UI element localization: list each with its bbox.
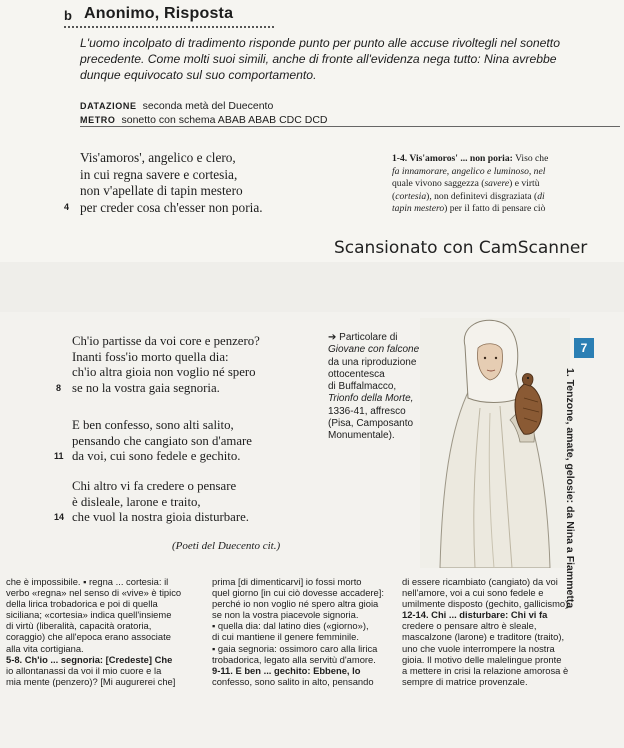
note-line: di virtù (liberalità, capacità oratoria,	[6, 620, 152, 632]
poem-stanza-2	[72, 418, 332, 465]
top-page	[0, 0, 624, 262]
caption-line: ottocentesca	[328, 368, 385, 380]
note-line: se non la vostra piacevole signoria.	[212, 609, 359, 621]
poem-line: che vuol la nostra gioia disturbare.	[72, 510, 249, 525]
caption-line: Trionfo della Morte,	[328, 393, 414, 405]
metro-row	[80, 114, 328, 126]
notes-column-1	[6, 576, 206, 687]
gloss-italic: tapin mestero	[392, 203, 445, 215]
verse-number-11: 11	[54, 451, 64, 461]
note-line: uno che vuole interrompere la nostra	[402, 642, 555, 654]
caption-line: 1336-41, affresco	[328, 405, 406, 417]
verse-line: Vis'amoros', angelico e clero,	[80, 150, 236, 165]
poem-line: pensando che cangiato son d'amare	[72, 433, 252, 448]
note-line: credere o pensare altro è sleale,	[402, 620, 537, 632]
gloss-italic: savere	[484, 178, 510, 190]
datazione-value: seconda metà del Duecento	[142, 100, 274, 112]
gloss-text: quale vivono saggezza (	[392, 178, 485, 190]
note-line: umilmente disposto (gechito, gallicismo).	[402, 598, 571, 610]
gloss-text: fa innamorare, angelico e luminoso, nel	[392, 165, 546, 177]
note-line: della lirica trobadorica e poi di quella	[6, 598, 158, 610]
scanner-watermark: Scansionato con CamScanner	[334, 238, 588, 258]
caption-line: da una riproduzione	[328, 356, 417, 368]
verse-number-8: 8	[56, 383, 62, 393]
page-gap	[0, 262, 624, 312]
chapter-tab: 7	[574, 338, 594, 358]
note-line: di cui mantiene il genere femminile.	[212, 631, 359, 643]
note-line: ▪ quella dia: dal latino dies («giorno»),	[212, 620, 369, 632]
caption-line: Monumentale).	[328, 430, 395, 442]
poem-line: ch'io altra gioia non voglio né spero	[72, 365, 256, 380]
note-line: 12-14. Chi ... disturbare: Chi vi fa	[402, 609, 548, 621]
verse-line: per creder cosa ch'esser non poria.	[80, 199, 263, 215]
poem-line: Inanti foss'io morto quella dia:	[72, 349, 229, 364]
verse-number-4: 4	[64, 202, 70, 212]
gloss-text: ) e virtù	[509, 178, 540, 190]
caption-line: di Buffalmacco,	[328, 381, 397, 393]
note-line: verbo «regna» nel senso di «vive» è tipico	[6, 587, 182, 599]
note-line: che è impossibile. ▪ regna ... cortesia: il	[6, 576, 169, 587]
gloss-italic: di	[537, 190, 545, 202]
caption-line: Particolare di	[339, 332, 398, 343]
poem-line: se no la vostra gaia segnoria.	[72, 380, 220, 395]
note-line: gioia. Il motivo delle malelingue pronte	[402, 653, 562, 665]
note-line: a mettere in crisi la relazione amorosa è	[402, 664, 569, 676]
note-line: alla vita cortigiana.	[6, 642, 84, 654]
gloss-text: (	[392, 190, 396, 202]
note-line: 9-11. E ben ... gechito: Ebbene, lo	[212, 664, 361, 676]
running-head-text: 1. Tenzone, amate, gelosie: da Nina a Fiammetta	[564, 368, 576, 609]
metro-value: sonetto con schema ABAB ABAB CDC DCD	[121, 114, 328, 126]
notes-column-3	[402, 576, 582, 687]
section-letter: b	[64, 8, 72, 23]
verse-number-14: 14	[54, 512, 65, 522]
gloss-italic: cortesia	[395, 190, 427, 202]
poem-line: E ben confesso, sono alti salito,	[72, 418, 234, 432]
section-title: Anonimo, Risposta	[84, 5, 234, 22]
note-line: siciliana; «cortesia» indica quell'insieme	[6, 609, 172, 621]
poem-stanza-3	[72, 479, 332, 526]
fresco-youth-with-falcon	[420, 318, 570, 568]
gloss-text: Viso che	[515, 153, 549, 164]
metro-label: METRO	[80, 115, 116, 125]
notes-column-2	[212, 576, 400, 687]
top-verses	[80, 150, 390, 216]
note-line: sempre di matrice provenzale.	[402, 675, 528, 687]
note-line: trobadorica, legato alla servitù d'amore.	[212, 653, 376, 665]
gloss-text: ) per il fatto di pensare ciò	[444, 203, 546, 215]
caption-line: (Pisa, Camposanto	[328, 418, 414, 430]
poem-line: Chi altro vi fa credere o pensare	[72, 479, 237, 493]
top-gloss	[392, 153, 624, 216]
note-line: confesso, sono salito in alto, pensando	[212, 675, 374, 687]
datazione-row	[80, 100, 273, 112]
poem-source: (Poeti del Duecento cit.)	[172, 540, 281, 552]
verse-line: in cui regna savere e cortesia,	[80, 166, 238, 182]
verse-line: non v'apellate di tapin mestero	[80, 183, 243, 198]
caption-arrow-icon: ➔	[328, 332, 337, 343]
gloss-head: 1-4. Vis'amoros' ... non poria:	[392, 153, 513, 164]
header-rule	[80, 126, 620, 127]
poem-line: da voi, cui sono fedele e gechito.	[72, 449, 241, 464]
title-dotted-rule	[64, 26, 274, 28]
poem-stanza-1	[72, 334, 332, 396]
datazione-label: DATAZIONE	[80, 101, 137, 111]
note-line: coraggio) che all'epoca erano associate	[6, 631, 171, 643]
note-line: mia mente (penzero)? [Mi augurerei che]	[6, 675, 176, 687]
note-line: nell'amore, voi a cui sono fedele e	[402, 587, 544, 599]
note-line: prima [di dimenticarvi] io fossi morto	[212, 576, 362, 587]
note-line: ▪ gaia segnoria: ossimoro caro alla lirica	[212, 642, 378, 654]
note-line: mascalzone (larone) e traditore (traito),	[402, 631, 565, 643]
image-caption	[328, 332, 432, 443]
poem-line: è disleale, larone e traito,	[72, 494, 201, 509]
note-line: perché io non voglio né spero altra gioia	[212, 598, 379, 610]
section-intro: L'uomo incolpato di tradimento risponde punto per punto alle accuse rivoltegli nel sonetto precedente. Come molti suoi simili, anche di fronte all'evidenza nega tutto: Nina avrebbe dunque equivocato sul suo comportamento.	[80, 36, 560, 82]
note-line: di essere ricambiato (cangiato) da voi	[402, 576, 558, 587]
note-line: io allontanassi da voi il mio cuore e la	[6, 664, 162, 676]
note-line: 5-8. Ch'io ... segnoria: [Credeste] Che	[6, 653, 173, 665]
note-line: quel giorno [in cui ciò dovesse accadere]:	[212, 587, 384, 599]
gloss-text: ), non definitevi disgraziata (	[426, 190, 538, 202]
poem-line: Ch'io partisse da voi core e penzero?	[72, 334, 260, 348]
caption-line: Giovane con falcone	[328, 344, 420, 356]
